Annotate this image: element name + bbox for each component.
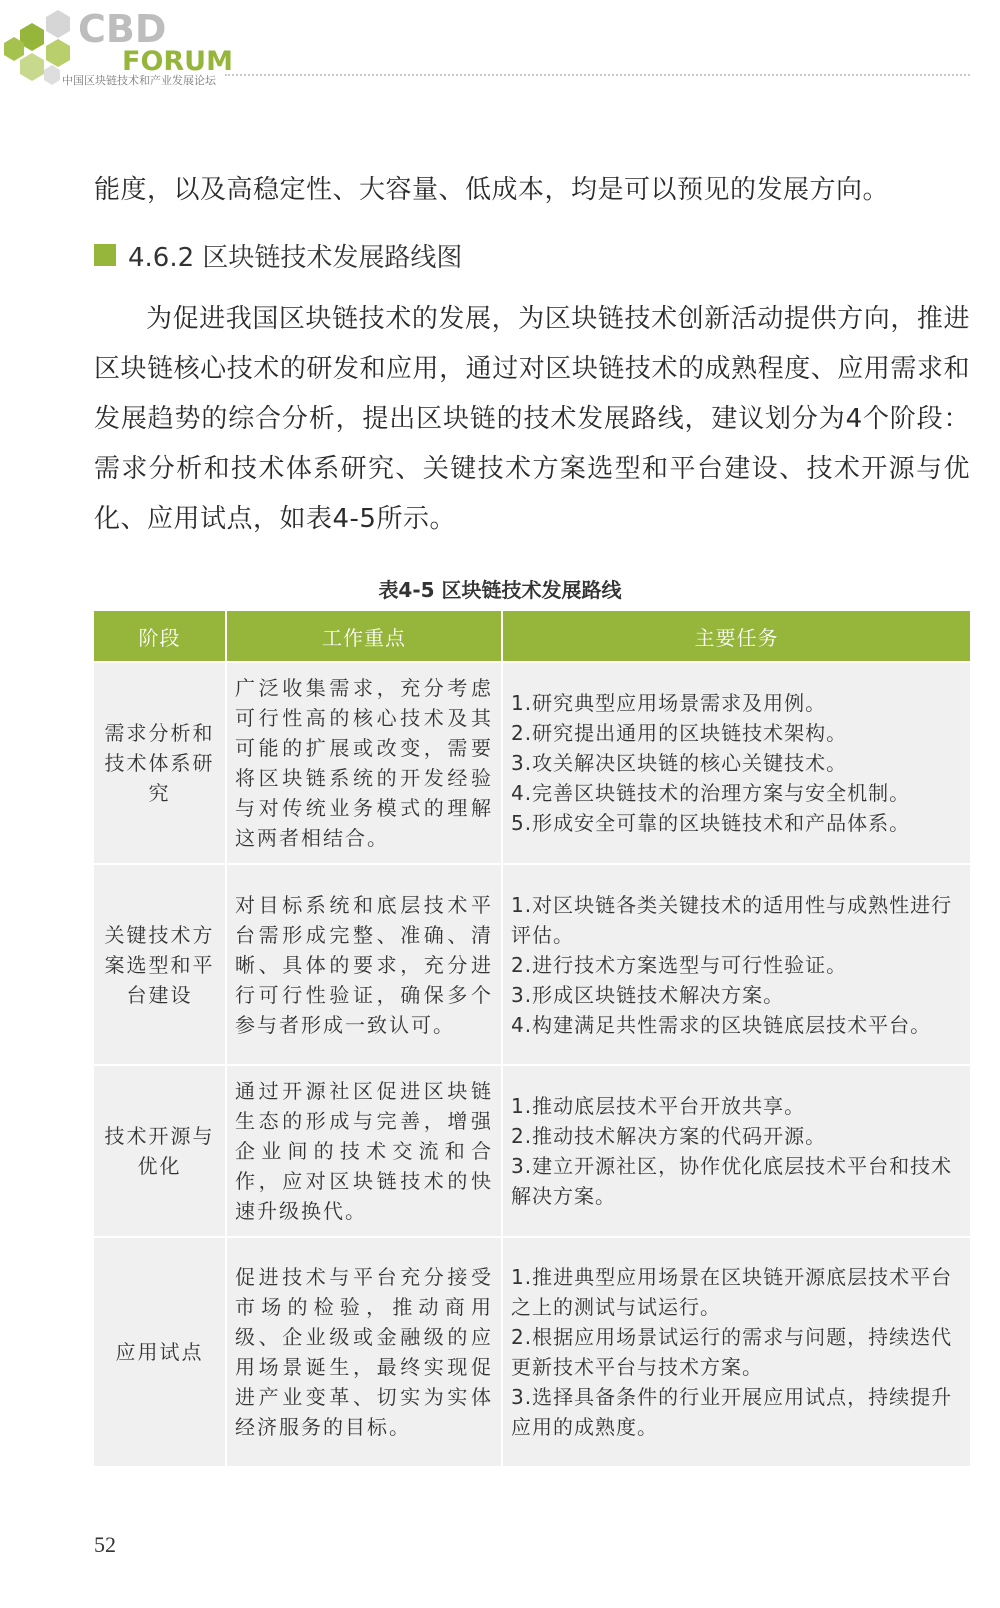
task-item: 2.根据应用场景试运行的需求与问题，持续迭代更新技术平台与技术方案。 [511, 1325, 953, 1379]
task-item: 4.完善区块链技术的治理方案与安全机制。 [511, 781, 911, 805]
header-divider [225, 74, 970, 76]
phase-cell: 应用试点 [93, 1237, 226, 1467]
logo-subtitle: 中国区块链技术和产业发展论坛 [62, 74, 216, 87]
focus-cell: 促进技术与平台充分接受市场的检验，推动商用级、企业级或金融级的应用场景诞生，最终实现促进产业变革、切实为实体经济服务的目标。 [226, 1237, 502, 1467]
hexagon-cluster-icon [4, 10, 70, 85]
main-paragraph: 为促进我国区块链技术的发展，为区块链技术创新活动提供方向，推进区块链核心技术的研发和应用，通过对区块链技术的成熟程度、应用需求和发展趋势的综合分析，提出区块链的技术发展路线，建议划分为4个阶段：需求分析和技术体系研究、关键技术方案选型和平台建设、技术开源与优化、应用试点，如表4-5所示。 [94, 304, 970, 534]
section-title: 4.6.2 区块链技术发展路线图 [128, 242, 463, 273]
header-phase: 阶段 [93, 610, 226, 662]
task-item: 5.形成安全可靠的区块链技术和产品体系。 [511, 811, 911, 835]
intro-paragraph: 能度，以及高稳定性、大容量、低成本，均是可以预见的发展方向。 [94, 175, 890, 205]
task-item: 2.推动技术解决方案的代码开源。 [511, 1124, 827, 1148]
logo-title: CBD [78, 7, 167, 51]
task-item: 3.选择具备条件的行业开展应用试点，持续提升应用的成熟度。 [511, 1385, 953, 1439]
table-row [93, 1065, 971, 1237]
task-item: 1.对区块链各类关键技术的适用性与成熟性进行评估。 [511, 892, 953, 947]
table-row [93, 662, 971, 864]
task-item: 2.研究提出通用的区块链技术架构。 [511, 721, 848, 745]
phase-cell: 技术开源与优化 [93, 1065, 226, 1237]
roadmap-table [92, 609, 972, 1468]
page-number: 52 [94, 1532, 116, 1557]
tasks-cell [502, 864, 971, 1065]
phase-cell: 关键技术方案选型和平台建设 [93, 864, 226, 1065]
task-item: 3.建立开源社区，协作优化底层技术平台和技术解决方案。 [511, 1154, 953, 1208]
tasks-cell [502, 662, 971, 864]
focus-cell: 广泛收集需求，充分考虑可行性高的核心技术及其可能的扩展或改变，需要将区块链系统的开发经验与对传统业务模式的理解这两者相结合。 [226, 662, 502, 864]
tasks-cell [502, 1237, 971, 1467]
phase-cell: 需求分析和技术体系研究 [93, 662, 226, 864]
task-item: 3.攻关解决区块链的核心关键技术。 [511, 751, 848, 775]
table-header-row [93, 610, 971, 662]
task-item: 1.推动底层技术平台开放共享。 [511, 1094, 806, 1118]
table-caption: 表4-5 区块链技术发展路线 [378, 578, 622, 602]
task-item: 1.推进典型应用场景在区块链开源底层技术平台之上的测试与试运行。 [511, 1265, 953, 1319]
table-row [93, 1237, 971, 1467]
heading-square-icon [94, 244, 116, 266]
task-item: 3.形成区块链技术解决方案。 [511, 982, 785, 1007]
focus-cell: 通过开源社区促进区块链生态的形成与完善，增强企业间的技术交流和合作，应对区块链技术的快速升级换代。 [226, 1065, 502, 1237]
section-heading [94, 233, 462, 277]
focus-cell: 对目标系统和底层技术平台需形成完整、准确、清晰、具体的要求，充分进行可行性验证，确保多个参与者形成一致认可。 [226, 864, 502, 1065]
task-item: 2.进行技术方案选型与可行性验证。 [511, 952, 848, 977]
tasks-cell [502, 1065, 971, 1237]
table-row [93, 864, 971, 1065]
header-focus: 工作重点 [226, 610, 502, 662]
logo-forum: FORUM [122, 46, 233, 77]
header-tasks: 主要任务 [502, 610, 971, 662]
task-item: 1.研究典型应用场景需求及用例。 [511, 691, 827, 715]
cbd-forum-logo [0, 0, 260, 95]
task-item: 4.构建满足共性需求的区块链底层技术平台。 [511, 1012, 932, 1037]
